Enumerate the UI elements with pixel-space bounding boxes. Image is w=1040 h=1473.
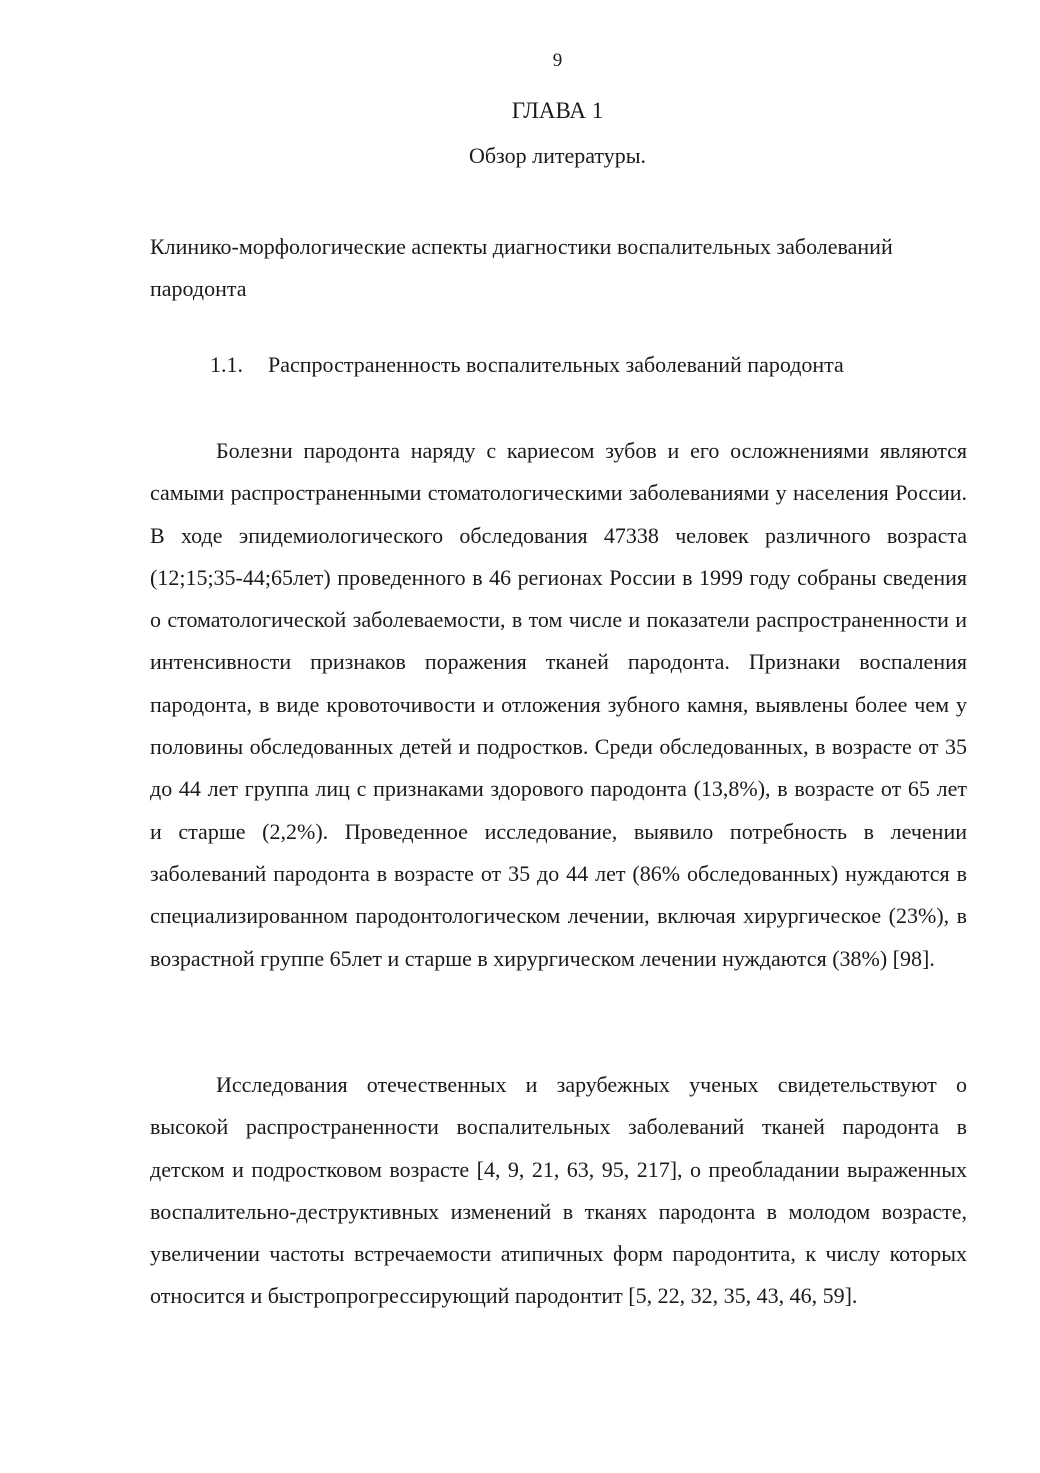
body-paragraph: Исследования отечественных и зарубежных ученых свидетельствуют о высокой распространенности воспалительных заболеваний тканей пародонта в детском и подростковом возрасте [4, 9, 21, 63, 95, 217], о преобладании выраженных воспалительно-деструктивных изменений в тканях пародонта в молодом возрасте, увеличении частоты встречаемости атипичных форм пародонтита, к числу которых относится и быстропрогрессирующий пародонтит [5, 22, 32, 35, 43, 46, 59].: [150, 1072, 967, 1309]
subsection-number: 1.1.: [210, 352, 243, 377]
body-paragraph: Болезни пародонта наряду с кариесом зубов и его осложнениями являются самыми распространенными стоматологическими заболеваниями у населения России. В ходе эпидемиологического обследования 47338 человек различного возраста (12;15;35-44;65лет) проведенного в 46 регионах России в 1999 году собраны сведения о стоматологической заболеваемости, в том числе и показатели распространенности и интенсивности признаков поражения тканей пародонта. Признаки воспаления пародонта, в виде кровоточивости и отложения зубного камня, выявлены более чем у половины обследованных детей и подростков. Среди обследованных, в возрасте от 35 до 44 лет группа лиц с признаками здорового пародонта (13,8%), в возрасте от 65 лет и старше (2,2%). Проведенное исследование, выявило потребность в лечении заболеваний пародонта в возрасте от 35 до 44 лет (86% обследованных) нуждаются в специализированном пародонтологическом лечении, включая хирургическое (23%), в возрастной группе 65лет и старше в хирургическом лечении нуждаются (38%) [98].: [150, 438, 967, 971]
subsection-heading: [210, 352, 844, 378]
page-number: 9: [552, 50, 563, 71]
chapter-title: ГЛАВА 1: [511, 98, 604, 123]
section-heading: Клинико-морфологические аспекты диагностики воспалительных заболеваний пародонта: [150, 234, 893, 301]
chapter-subtitle: Обзор литературы.: [468, 143, 647, 168]
subsection-title: Распространенность воспалительных заболеваний пародонта: [268, 352, 844, 377]
